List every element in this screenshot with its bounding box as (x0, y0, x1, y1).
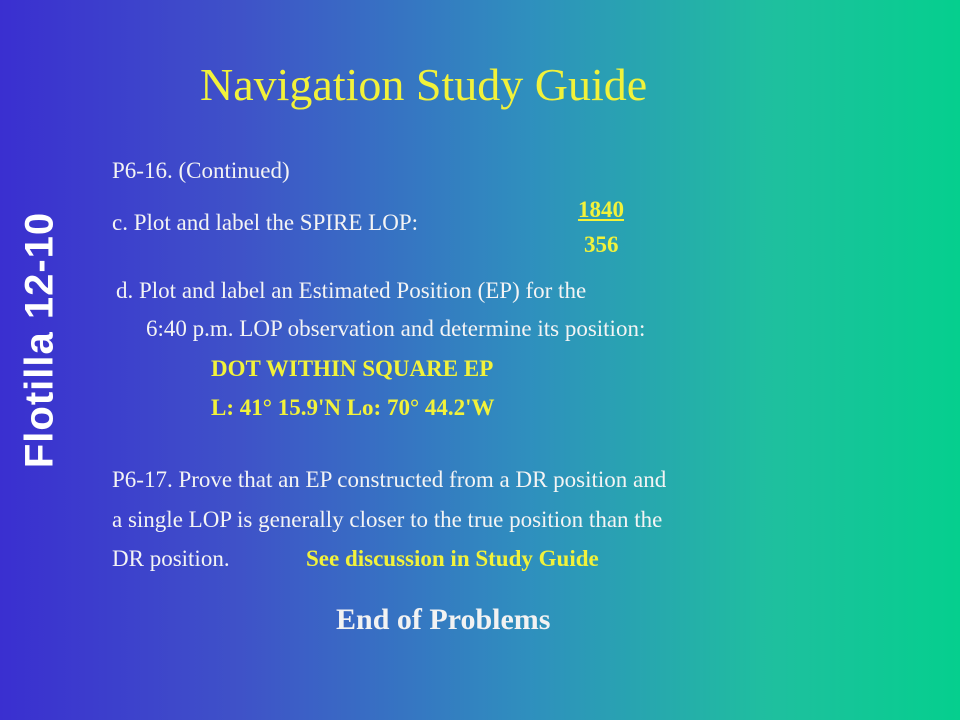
answer-d-line2: L: 41° 15.9'N Lo: 70° 44.2'W (211, 395, 495, 420)
spire-time: 1840 (578, 197, 624, 222)
p617-line1: P6-17. Prove that an EP constructed from a DR position and (112, 467, 667, 492)
slide-title: Navigation Study Guide (200, 59, 648, 110)
answer-d-line1: DOT WITHIN SQUARE EP (211, 356, 494, 381)
p617-line2: a single LOP is generally closer to the true position than the (112, 507, 663, 532)
end-of-problems: End of Problems (336, 603, 551, 636)
side-label: Flotilla 12-10 (17, 211, 62, 469)
item-d-line2: 6:40 p.m. LOP observation and determine its position: (146, 316, 646, 341)
p617-line3: DR position. (112, 546, 230, 571)
item-c-text: c. Plot and label the SPIRE LOP: (112, 210, 419, 235)
p616-header: P6-16. (Continued) (112, 158, 290, 183)
p617-answer: See discussion in Study Guide (306, 546, 599, 571)
item-d-line1: d. Plot and label an Estimated Position (EP) for the (116, 278, 587, 303)
spire-bearing: 356 (584, 232, 619, 257)
